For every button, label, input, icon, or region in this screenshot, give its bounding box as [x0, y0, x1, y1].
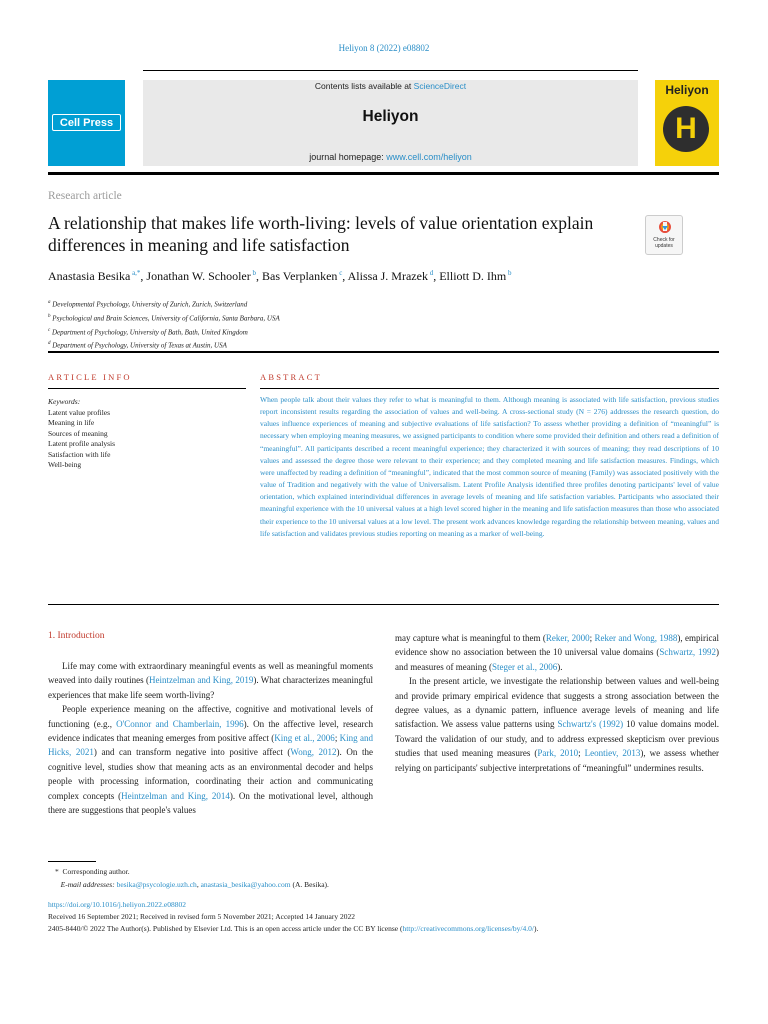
journal-reference[interactable]: Heliyon 8 (2022) e08802	[338, 43, 430, 53]
keywords-list	[48, 408, 115, 471]
email-link-2[interactable]: anastasia_besika@yahoo.com	[200, 879, 291, 889]
citation-link[interactable]: Schwartz's (1992)	[557, 719, 624, 730]
footnote-rule	[48, 861, 96, 862]
homepage-link[interactable]: www.cell.com/heliyon	[386, 152, 472, 162]
citation-link[interactable]: Wong, 2012	[290, 747, 337, 758]
citation-link[interactable]: King et al., 2006	[274, 733, 335, 744]
email-label: E-mail addresses:	[60, 879, 115, 889]
header-thick-rule	[48, 172, 719, 175]
citation-link[interactable]: Heintzelman and King, 2014	[121, 790, 230, 801]
email-link-1[interactable]: besika@psycologie.uzh.ch	[116, 879, 197, 889]
keyword[interactable]: Satisfaction with life	[48, 449, 111, 459]
body-column-right	[395, 631, 719, 775]
email-suffix: (A. Besika).	[290, 879, 329, 889]
author-affiliation-mark[interactable]: b	[506, 269, 512, 277]
cover-title: Heliyon	[665, 83, 709, 97]
journal-title: Heliyon	[362, 108, 419, 125]
author-name[interactable]: Anastasia Besika	[48, 269, 131, 283]
abstract-text: When people talk about their values they refer to what is meaningful to them. Although meaning is associated with life satisfaction, previous studies report inconsistent results regarding the association of values and well-being. A cross-sectional study (N = 276) addresses the research question, do values influence experiences of meaning and subjective evaluations of life satisfaction? To assess whether providing a definition of “meaningful” is necessary when employing meaning measures, we assigned participants to condition where some provided their definition and others read a definition of “meaningful”. All participants described a recent meaningful experience; they characterized it with sources of meaning; they read descriptions of 10 values and assessed the degree those were relevant to their experience; and they completed meaning and life satisfaction measures. Findings, which were unaffected by reading a definition of “meaningful”, indicated that the most common source of meaning (Family) was associated positively with the value of Tradition and negatively with the value of Universalism. Latent Profile Analysis identified three profiles denoting participants' level of value orientation, which explained interindividual differences in average levels of meaning and life satisfaction variables. Participants who associated their meaningful experience with the 10 universal values at a high level scored higher in the meaning and life satisfaction measures than those who associated their experience to the 10 universal values at a low level. The present work advances knowledge regarding the relationship between meaning, values and life satisfaction and validates previous studies reporting on meaning as a marker of well-being.	[260, 395, 719, 538]
citation-link[interactable]: Reker and Wong, 1988	[594, 633, 678, 643]
author-name[interactable]: Alissa J. Mrazek	[347, 269, 428, 283]
citation-link[interactable]: King and Hicks, 2021	[48, 733, 373, 758]
doi-link[interactable]: https://doi.org/10.1016/j.heliyon.2022.e08802	[48, 900, 186, 909]
corresponding-text: Corresponding author.	[62, 867, 130, 876]
license-link[interactable]: http://creativecommons.org/licenses/by/4.0/	[402, 924, 534, 933]
affiliation	[48, 311, 280, 325]
citation-link[interactable]: O'Connor and Chamberlain, 1996	[116, 718, 244, 729]
homepage-line	[143, 152, 638, 162]
citation-link[interactable]: Heintzelman and King, 2019	[148, 675, 254, 686]
affiliation-list	[48, 297, 280, 352]
cover-logo-icon	[663, 106, 709, 152]
affiliation-text: Department of Psychology, University of Texas at Austin, USA	[50, 341, 227, 350]
check-updates-line2: updates	[655, 242, 673, 249]
section-heading-introduction: 1. Introduction	[48, 631, 105, 641]
contents-line	[143, 81, 638, 91]
citation-link[interactable]: Steger et al., 2006	[491, 661, 558, 672]
citation-link[interactable]: Park, 2010	[537, 748, 579, 759]
affiliation-mark: b	[48, 313, 51, 319]
keyword[interactable]: Well-being	[48, 460, 82, 469]
corresponding-mark: *	[55, 867, 59, 876]
article-info-heading: ARTICLE INFO	[48, 372, 132, 382]
keyword[interactable]: Latent value profiles	[48, 407, 111, 417]
corresponding-author-note	[55, 866, 329, 879]
body-paragraph: may capture what is meaningful to them (Reker, 2000; Reker and Wong, 1988), empirical evidence show no association between the 10 universal value domains (Schwartz, 1992) and measures of meaning (Steger et al., 2006).	[395, 633, 719, 672]
cover-letter: H	[675, 112, 697, 145]
keyword[interactable]: Sources of meaning	[48, 428, 108, 438]
keywords-block	[48, 397, 115, 471]
header-divider	[143, 70, 638, 71]
affiliation-mark: c	[48, 327, 51, 333]
affiliation-mark: a	[48, 300, 51, 305]
abstract-heading: ABSTRACT	[260, 372, 322, 382]
body-paragraph: Life may come with extraordinary meaningful events as well as meaningful moments weaved into daily routines (Heintzelman and King, 2019). What characterizes meaningful experiences that make life seem worth-living?	[48, 661, 373, 700]
affiliation-text: Psychological and Brain Sciences, University of California, Santa Barbara, USA	[50, 314, 280, 323]
body-paragraph: In the present article, we investigate the relationship between values and well-being and provide primary empirical evidence that suggests a strong association between the degree values, as a dynamic pattern, influence average levels of meaning and life satisfaction. We assess value patterns using Schwartz's (1992) 10 value domains model. Toward the validation of our study, and to address expressed skepticism over previous studies that used meaning measures (Park, 2010; Leontiev, 2013), we assess whether relying on participants' subjective interpretations of “meaningful” undermines results.	[395, 676, 720, 773]
keyword[interactable]: Latent profile analysis	[48, 439, 116, 448]
author-affiliation-mark[interactable]: a,*	[130, 269, 141, 277]
homepage-prefix: journal homepage:	[309, 152, 387, 162]
article-title: A relationship that makes life worth-living: levels of value orientation explain differences in meaning and life satisfaction	[48, 213, 594, 255]
cellpress-logo[interactable]	[52, 114, 121, 131]
author-list: Anastasia Besika $^{a,*}$, Jonathan W. Schooler $^b$, Bas Verplanken $^c$, Alissa J. Mrazek $^d$, Elliott D. Ihm $^b$	[48, 269, 512, 283]
email-separator: ,	[196, 879, 201, 889]
affiliation-mark: d	[48, 341, 51, 347]
title-divider	[48, 351, 719, 353]
article-type: Research article	[48, 190, 122, 202]
author-name[interactable]: Elliott D. Ihm	[439, 269, 507, 283]
copyright-line	[48, 924, 728, 933]
abstract-rule	[260, 388, 719, 389]
author-affiliation-mark[interactable]: b	[250, 269, 256, 277]
abstract-end-rule	[48, 604, 719, 605]
author-affiliation-mark[interactable]: c	[337, 269, 343, 277]
affiliation-text: Department of Psychology, University of Bath, Bath, United Kingdom	[50, 327, 248, 336]
email-line	[55, 879, 329, 892]
affiliation	[48, 325, 280, 339]
received-dates: Received 16 September 2021; Received in revised form 5 November 2021; Accepted 14 January 2022	[48, 912, 355, 921]
check-updates-text	[646, 238, 682, 249]
cellpress-logo-text: Cell Press	[59, 116, 114, 129]
body-paragraph: People experience meaning on the affective, cognitive and motivational levels of functioning (e.g., O'Connor and Chamberlain, 1996). On the affective level, research evidence indicates that meaning emerges from positive affect (King et al., 2006; King and Hicks, 2021) and can transform negative into positive affect (Wong, 2012). On the cognitive level, studies show that meaning acts as an environmental decoder and helps people with processing information, coordinating their action and communicating complex concepts (Heintzelman and King, 2014). On the motivational level, although there are suggestions that people's values	[48, 704, 373, 816]
affiliation-text: Developmental Psychology, University of Zurich, Zurich, Switzerland	[50, 300, 248, 309]
keywords-label: Keywords:	[48, 397, 81, 406]
author-name[interactable]: Bas Verplanken	[262, 269, 338, 283]
check-updates-line1: Check for	[653, 237, 675, 243]
author-affiliation-mark[interactable]: d	[427, 269, 434, 277]
check-for-updates-badge[interactable]	[645, 215, 683, 255]
citation-link[interactable]: Schwartz, 1992	[659, 647, 716, 658]
body-column-left	[48, 659, 373, 817]
citation-link[interactable]: Leontiev, 2013	[584, 748, 641, 759]
footnote-block	[55, 866, 329, 891]
copyright-prefix: 2405-8440/© 2022 The Author(s). Published by Elsevier Ltd. This is an open access article under the CC BY license (	[48, 924, 403, 933]
sciencedirect-link[interactable]: ScienceDirect	[413, 81, 467, 91]
copyright-suffix: ).	[533, 924, 539, 933]
author-name[interactable]: Jonathan W. Schooler	[146, 269, 251, 283]
contents-prefix: Contents lists available at	[314, 81, 414, 91]
check-updates-icon	[658, 220, 672, 236]
article-info-rule	[48, 388, 246, 389]
affiliation	[48, 297, 280, 311]
keyword[interactable]: Meaning in life	[48, 418, 95, 427]
citation-link[interactable]: Reker, 2000	[545, 633, 590, 643]
